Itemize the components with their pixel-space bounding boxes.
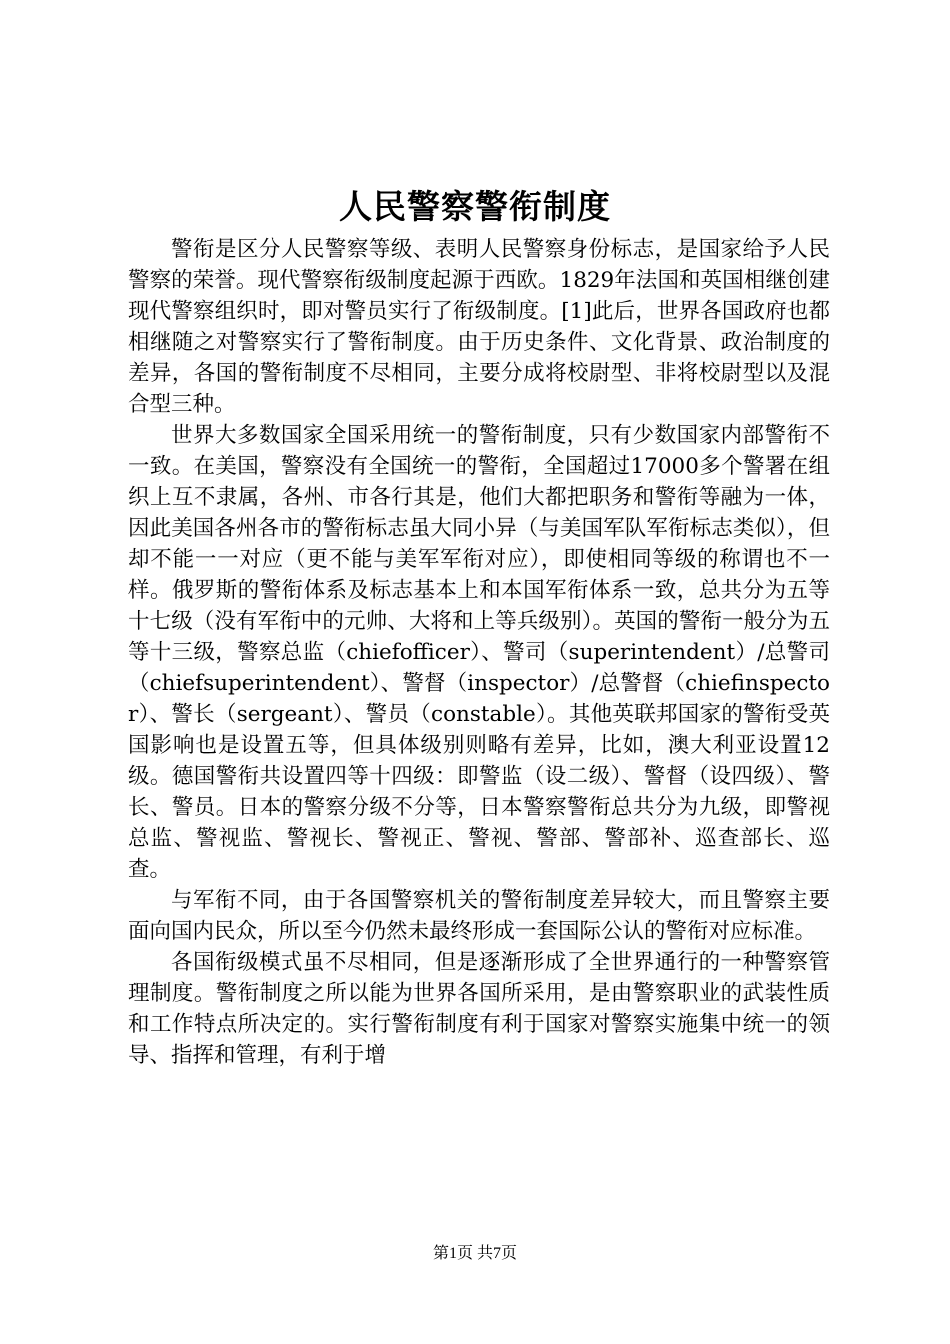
page-title: 人民警察警衔制度 bbox=[339, 187, 611, 226]
paragraph-management: 各国衔级模式虽不尽相同，但是逐渐形成了全世界通行的一种警察管理制度。警衔制度之所以能为世界各国所采用，是由警察职业的武装性质和工作特点所决定的。实行警衔制度有利于国家对警察实施集中统一的领导、指挥和管理，有利于增 bbox=[128, 950, 830, 1068]
paragraph-standards: 与军衔不同，由于各国警察机关的警衔制度差异较大，而且警察主要面向国内民众，所以至今仍然未最终形成一套国际公认的警衔对应标准。 bbox=[128, 888, 830, 944]
page-footer: 第1页 共7页 bbox=[432, 1245, 517, 1262]
paragraph-intro: 警衔是区分人民警察等级、表明人民警察身份标志，是国家给予人民警察的荣誉。现代警察衔级制度起源于西欧。1829年法国和英国相继创建现代警察组织时，即对警员实行了衔级制度。[1]此后，世界各国政府也都相继随之对警察实行了警衔制度。由于历史条件、文化背景、政治制度的差异，各国的警衔制度不尽相同，主要分成将校尉型、非将校尉型以及混合型三种。 bbox=[128, 237, 830, 417]
document-body bbox=[128, 234, 830, 1071]
paragraph-countries: 世界大多数国家全国采用统一的警衔制度，只有少数国家内部警衔不一致。在美国，警察没有全国统一的警衔，全国超过17000多个警署在组织上互不隶属，各州、市各行其是，他们大都把职务和警衔等融为一体，因此美国各州各市的警衔标志虽大同小异（与美国军队军衔标志类似），但却不能一一对应（更不能与美军军衔对应），即使相同等级的称谓也不一样。俄罗斯的警衔体系及标志基本上和本国军衔体系一致，总共分为五等十七级（没有军衔中的元帅、大将和上等兵级别）。英国的警衔一般分为五等十三级，警察总监（chiefofficer）、警司（superintendent）/总警司（chiefsuperintendent）、警督（inspector）/总警督（chiefinspector）、警长（sergeant）、警员（constable）。其他英联邦国家的警衔受英国影响也是设置五等，但具体级别则略有差异，比如，澳大利亚设置12级。德国警衔共设置四等十四级：即警监（设二级）、警督（设四级）、警长、警员。日本的警察分级不分等，日本警察警衔总共分为九级，即警视总监、警视监、警视长、警视正、警视、警部、警部补、巡查部长、巡查。 bbox=[128, 423, 830, 882]
